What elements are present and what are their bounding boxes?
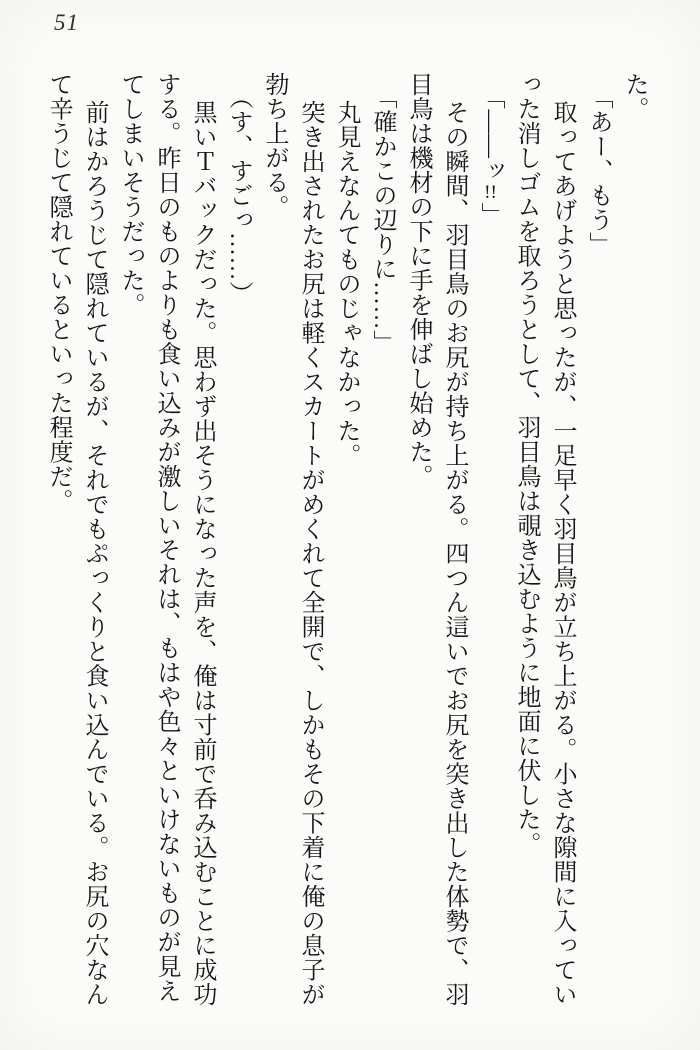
tatechuyoko-exclamation: !!	[484, 183, 497, 203]
text-line: て辛うじて隠れているといった程度だ。	[45, 72, 71, 513]
text-line: 目鳥は機材の下に手を伸ばし始めた。	[405, 72, 431, 489]
text-line: （す、すごっ……）	[225, 85, 251, 306]
text-line: った消しゴムを取ろうとして、羽目鳥は覗き込むように地面に伏した。	[513, 72, 539, 856]
text-line: 「あー、もう」	[585, 85, 611, 257]
text-line: その瞬間、羽目鳥のお尻が持ち上がる。四つん這いでお尻を突き出した体勢で、羽	[441, 100, 467, 1007]
text-line: 突き出されたお尻は軽くスカートがめくれて全開で、しかもその下着に俺の息子が	[297, 100, 323, 1007]
text-line: 「――ッ!!」	[477, 85, 503, 227]
page-number: 51	[54, 10, 79, 35]
text-line: 「確かこの辺りに……」	[369, 85, 395, 355]
text-line: する。昨日のものよりも食い込みが激しいそれは、もはや色々といけないものが見え	[153, 72, 179, 1003]
text-line: 黒いＴバックだった。思わず出そうになった声を、俺は寸前で呑み込むことに成功	[189, 100, 215, 1007]
text-line: 丸見えなんてものじゃなかった。	[333, 100, 359, 468]
text-line: てしまいそうだった。	[117, 72, 143, 317]
text-line: 前はかろうじて隠れているが、それでもぷっくりと食い込んでいる。お尻の穴なん	[81, 100, 107, 1007]
text-block	[40, 72, 652, 1034]
text-line: 取ってあげようと思ったが、一足早く羽目鳥が立ち上がる。小さな隙間に入ってい	[549, 100, 575, 1007]
text-line: 勃ち上がる。	[261, 72, 287, 219]
text-line: た。	[621, 72, 647, 121]
